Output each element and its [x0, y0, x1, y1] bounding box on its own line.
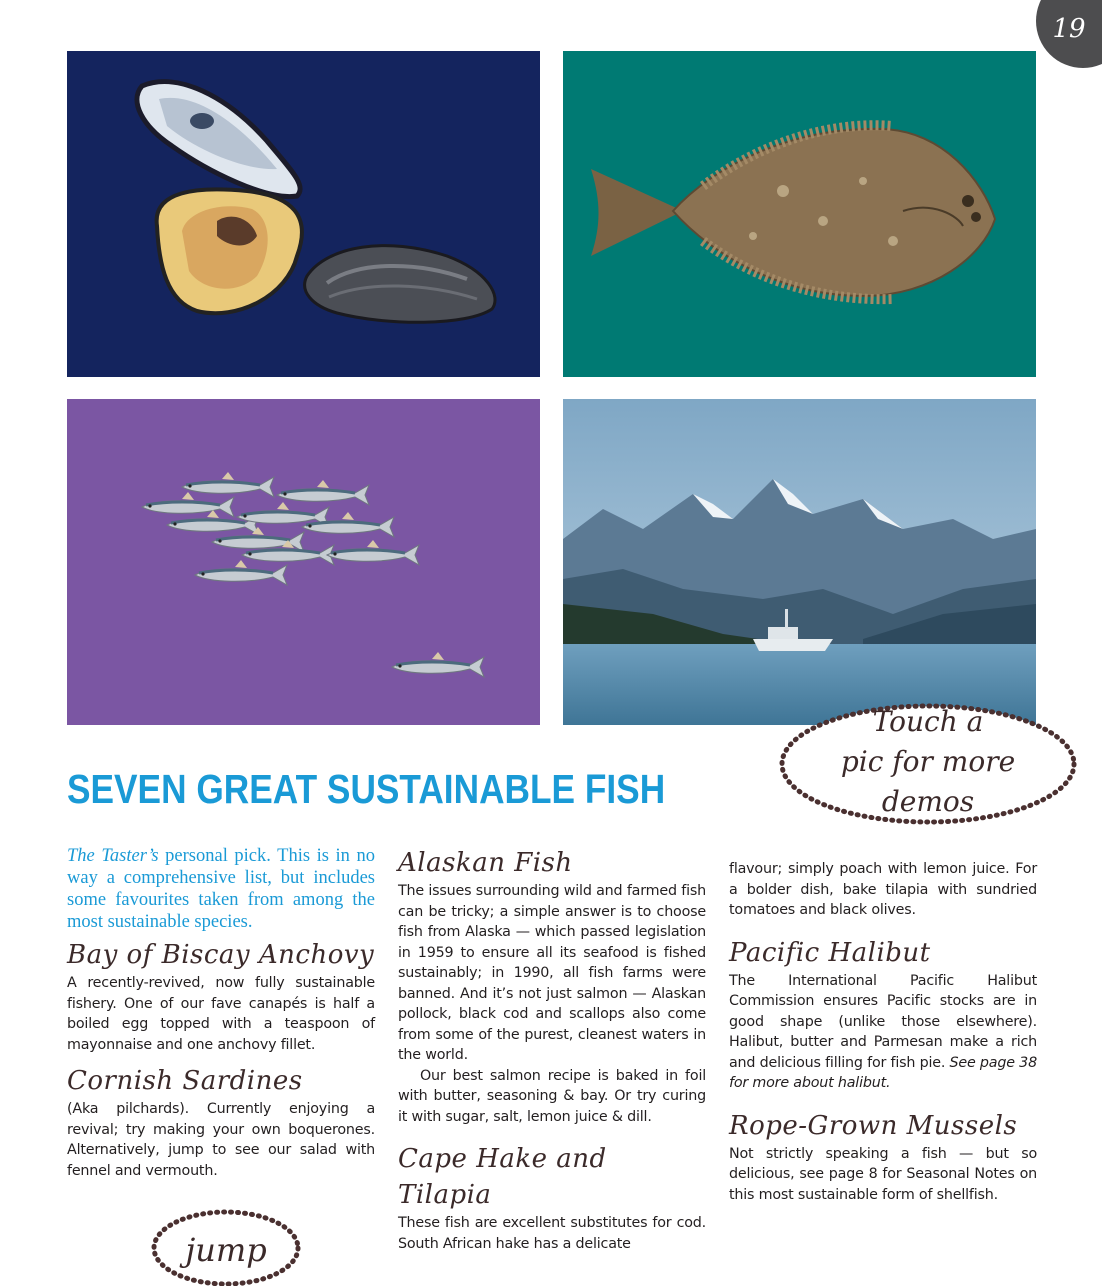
heading-pacific-halibut: Pacific Halibut: [729, 937, 931, 968]
halibut-page-link[interactable]: See page 38 for more about halibut.: [729, 1054, 1037, 1091]
jump-bubble[interactable]: [150, 1206, 302, 1286]
touch-bubble-text: Touch a pic for more demos: [840, 705, 1016, 818]
sardines-text: (Aka pilchards). Currently enjoying a revival; try making your own boquerones. Alternatively, jump to see our salad with fennel and vermouth.: [67, 1101, 375, 1179]
heading-alaskan-fish: Alaskan Fish: [398, 848, 573, 878]
hake-text-part2: flavour; simply poach with lemon juice. For a bolder dish, bake tilapia with sundried tomatoes and black olives.: [729, 861, 1037, 918]
sardines-illustration: [67, 399, 540, 725]
alaskan-text-2: Our best salmon recipe is baked in foil with butter, seasoning & bay. Or try curing it with sugar, salt, lemon juice & dill.: [398, 1067, 706, 1125]
page-number: 19: [1052, 14, 1086, 44]
heading-anchovy: Bay of Biscay Anchovy: [67, 940, 375, 970]
alaska-photo[interactable]: [563, 399, 1036, 725]
touch-pic-bubble[interactable]: [776, 700, 1080, 828]
heading-rope-grown-mussels: Rope-Grown Mussels: [729, 1110, 1018, 1141]
intro-paragraph: The Taster’s personal pick. This is in no way a comprehensive list, but includes some favourites taken from among the most sustainable species.: [67, 846, 375, 932]
halibut-text: The International Pacific Halibut Commission ensures Pacific stocks are in good shape (unlike those elsewhere). Halibut, butter and Parmesan make a rich and delicious filling for fish pie. See page 38 for more about halibut.: [729, 972, 1037, 1091]
sardines-picture[interactable]: [67, 399, 540, 725]
column-3: [729, 845, 1037, 1205]
column-2: [398, 845, 706, 1254]
halibut-picture[interactable]: [563, 51, 1036, 377]
mussels-illustration: [67, 51, 540, 377]
hake-text-part1: These fish are excellent substitutes for cod. South African hake has a delicate: [398, 1215, 706, 1252]
anchovy-text: A recently-revived, now fully sustainable fishery. One of our fave canapés is half a boiled egg topped with a teaspoon of mayonnaise and one anchovy fillet.: [67, 975, 375, 1053]
heading-sardines: Cornish Sardines: [67, 1066, 303, 1096]
alaska-landscape: [563, 399, 1036, 725]
heading-hake-tilapia: Cape Hake and Tilapia: [398, 1144, 607, 1210]
alaskan-text-1: The issues surrounding wild and farmed fish can be tricky; a simple answer is to choose fish from Alaska — which passed legislation in 1959 to ensure all its seafood is fished sustainably; in 1990, all fish farms were banned. And it’s not just salmon — Alaskan pollock, black cod and scallops also come from some of the purest, cleanest waters in the world.: [398, 883, 706, 1063]
mussels-picture[interactable]: [67, 51, 540, 377]
mussels-text: Not strictly speaking a fish — but so delicious, see page 8 for Seasonal Notes on this most sustainable form of shellfish.: [729, 1145, 1037, 1203]
column-1: [67, 845, 375, 1181]
page-headline: SEVEN GREAT SUSTAINABLE FISH: [67, 766, 666, 812]
halibut-illustration: [563, 51, 1036, 377]
jump-bubble-text: jump: [185, 1231, 267, 1269]
